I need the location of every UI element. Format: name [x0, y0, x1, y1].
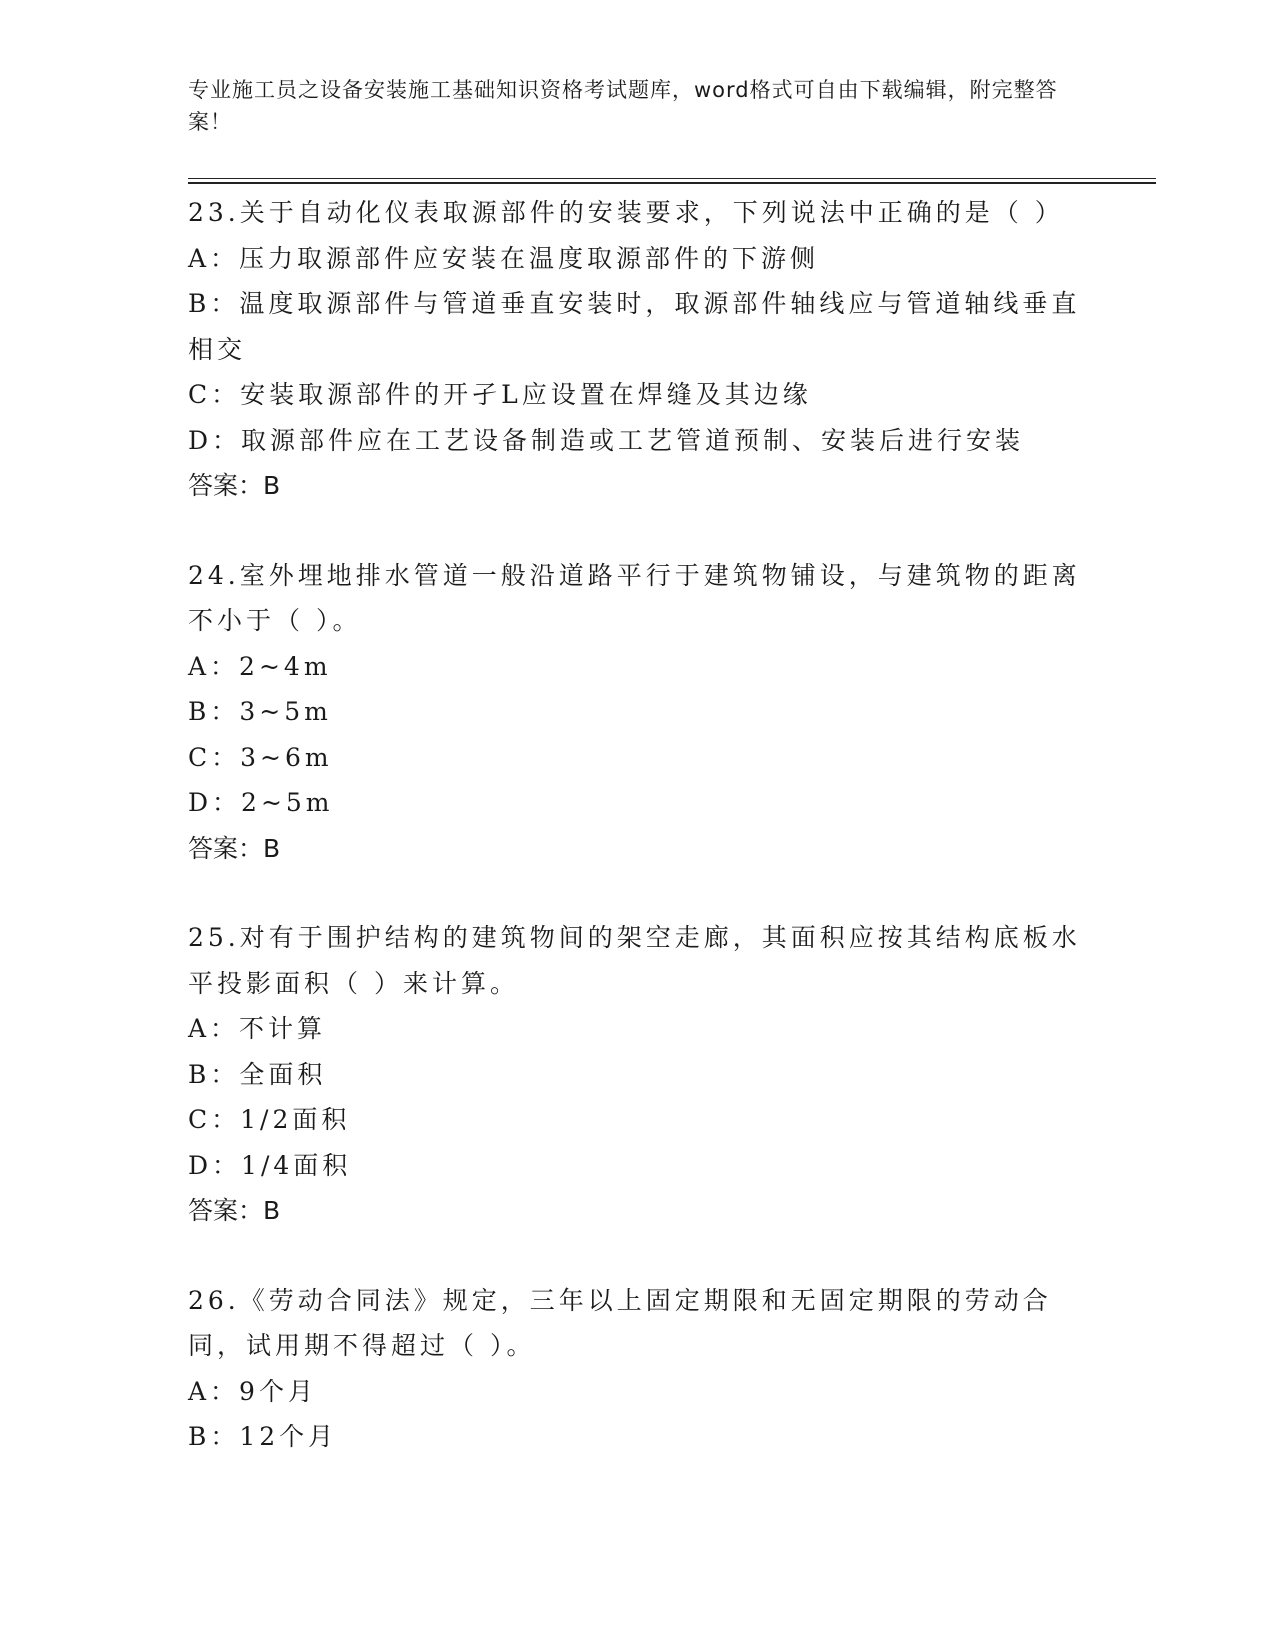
- option-d: D：2~5m: [188, 788, 334, 817]
- question-stem: 26.《劳动合同法》规定，三年以上固定期限和无固定期限的劳动合同，试用期不得超过（ ）。: [188, 1285, 1052, 1360]
- option-b: B：12个月: [188, 1422, 338, 1451]
- option-c: C：1/2面积: [188, 1105, 351, 1134]
- question-26: [188, 1278, 1088, 1460]
- question-stem: 23.关于自动化仪表取源部件的安装要求，下列说法中正确的是（ ）: [188, 198, 1064, 227]
- header-rule-thick: [188, 182, 1156, 184]
- option-d: D：取源部件应在工艺设备制造或工艺管道预制、安装后进行安装: [188, 425, 1025, 455]
- question-24: [188, 553, 1088, 872]
- option-a: A：9个月: [188, 1376, 317, 1406]
- question-stem: 25.对有于围护结构的建筑物间的架空走廊，其面积应按其结构底板水平投影面积（ ）来计算。: [188, 923, 1081, 998]
- option-a: A：2~4m: [188, 651, 332, 681]
- question-23: [188, 190, 1088, 509]
- answer: 答案：B: [188, 1196, 281, 1225]
- answer: 答案：B: [188, 833, 281, 863]
- option-a: A：压力取源部件应安装在温度取源部件的下游侧: [188, 243, 820, 273]
- question-25: [188, 915, 1088, 1234]
- question-stem: 24.室外埋地排水管道一般沿道路平行于建筑物铺设，与建筑物的距离不小于（ ）。: [188, 560, 1081, 635]
- option-c: C：3~6m: [188, 742, 333, 772]
- page-header: 专业施工员之设备安装施工基础知识资格考试题库，word格式可自由下载编辑，附完整答案！: [188, 78, 1058, 134]
- option-b: B：全面积: [188, 1059, 327, 1089]
- option-b: B：温度取源部件与管道垂直安装时，取源部件轴线应与管道轴线垂直相交: [188, 289, 1081, 364]
- header-rule-thin: [188, 178, 1156, 179]
- option-b: B：3~5m: [188, 697, 332, 726]
- option-d: D：1/4面积: [188, 1150, 352, 1180]
- question-list: [188, 190, 1088, 1460]
- option-a: A：不计算: [188, 1014, 327, 1043]
- option-c: C：安装取源部件的开孑L应设置在焊缝及其边缘: [188, 380, 812, 409]
- answer: 答案：B: [188, 471, 281, 500]
